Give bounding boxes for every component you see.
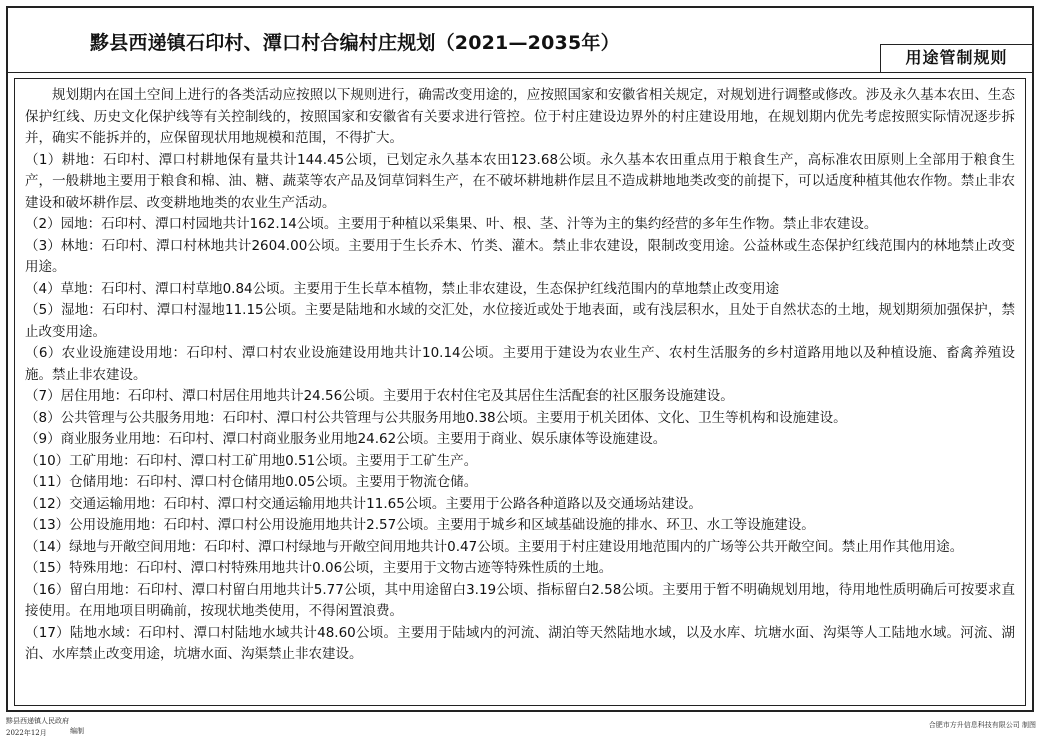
rule-item-5: （5）湿地：石印村、潭口村湿地11.15公顷。主要是陆地和水域的交汇处，水位接近或处于地表面，或有浅层积水，且处于自然状态的土地，规划期须加强保护，禁止改变用途。 <box>25 302 1015 340</box>
footer-company: 合肥市方升信息科技有限公司 制图 <box>928 721 1036 729</box>
footer <box>0 714 1044 739</box>
rule-item-16: （16）留白用地：石印村、潭口村留白用地共计5.77公顷，其中用途留白3.19公顷、指标留白2.58公顷。主要用于暂不明确规划用地，待用地性质明确后可按要求直接使用。在用地项目明确前，按现状地类使用，不得闲置浪费。 <box>25 581 1015 619</box>
footer-date: 2022年12月 <box>6 729 47 737</box>
intro-paragraph: 规划期内在国土空间上进行的各类活动应按照以下规则进行，确需改变用途的，应按照国家和安徽省相关规定，对规划进行调整或修改。涉及永久基本农田、生态保护红线、历史文化保护线等有关控制线的，按照国家和安徽省有关要求进行管控。位于村庄建设边界外的村庄建设用地，在规划期内优先考虑按照实际情况逐步拆并，确实不能拆并的，应保留现状用地规模和范围，不得扩大。 <box>25 87 1015 146</box>
rule-item-11: （11）仓储用地：石印村、潭口村仓储用地0.05公顷。主要用于物流仓储。 <box>25 474 478 490</box>
rule-item-17: （17）陆地水域：石印村、潭口村陆地水域共计48.60公顷。主要用于陆域内的河流、湖泊等天然陆地水域，以及水库、坑塘水面、沟渠等人工陆地水域。河流、湖泊、水库禁止改变用途，坑塘水面、沟渠禁止非农建设。 <box>25 624 1015 662</box>
rule-item-6: （6）农业设施建设用地：石印村、潭口村农业设施建设用地共计10.14公顷。主要用于建设为农业生产、农村生活服务的乡村道路用地以及种植设施、畜禽养殖设施。禁止非农建设。 <box>25 345 1015 383</box>
rule-item-7: （7）居住用地：石印村、潭口村居住用地共计24.56公顷。主要用于农村住宅及其居住生活配套的社区服务设施建设。 <box>25 388 734 404</box>
plan-frame <box>6 6 1034 712</box>
rule-item-1: （1）耕地：石印村、潭口村耕地保有量共计144.45公顷，已划定永久基本农田123.68公顷。永久基本农田重点用于粮食生产，高标准农田原则上全部用于粮食生产，一般耕地主要用于粮食和棉、油、糖、蔬菜等农产品及饲草饲料生产，在不破坏耕地耕作层且不造成耕地地类改变的前提下，可以适度种植其他农作物。禁止非农建设和破坏耕作层、改变耕地地类的农业生产活动。 <box>25 151 1015 211</box>
rule-item-15: （15）特殊用地：石印村、潭口村特殊用地共计0.06公顷，主要用于文物古迹等特殊性质的土地。 <box>25 560 613 576</box>
rule-item-10: （10）工矿用地：石印村、潭口村工矿用地0.51公顷。主要用于工矿生产。 <box>25 452 478 469</box>
rule-item-3: （3）林地：石印村、潭口村林地共计2604.00公顷。主要用于生长乔木、竹类、灌木。禁止非农建设，限制改变用途。公益林或生态保护红线范围内的林地禁止改变用途。 <box>25 237 1015 275</box>
header <box>8 8 1032 73</box>
page-title: 黟县西递镇石印村、潭口村合编村庄规划（2021—2035年） <box>90 32 620 54</box>
rule-item-13: （13）公用设施用地：石印村、潭口村公用设施用地共计2.57公顷。主要用于城乡和区域基础设施的排水、环卫、水工等设施建设。 <box>25 517 815 533</box>
rule-item-12: （12）交通运输用地：石印村、潭口村交通运输用地共计11.65公顷。主要用于公路各种道路以及交通场站建设。 <box>25 495 702 512</box>
rule-item-2: （2）园地：石印村、潭口村园地共计162.14公顷。主要用于种植以采集果、叶、根、茎、汁等为主的集约经营的多年生作物。禁止非农建设。 <box>25 216 878 232</box>
rules-content <box>14 78 1026 706</box>
rule-item-8: （8）公共管理与公共服务用地：石印村、潭口村公共管理与公共服务用地0.38公顷。主要用于机关团体、文化、卫生等机构和设施建设。 <box>25 409 847 426</box>
footer-org: 黟县西递镇人民政府 <box>6 717 69 725</box>
section-label: 用途管制规则 <box>880 44 1032 72</box>
rule-item-14: （14）绿地与开敞空间用地：石印村、潭口村绿地与开敞空间用地共计0.47公顷。主要用于村庄建设用地范围内的广场等公共开敞空间。禁止用作其他用途。 <box>25 538 964 555</box>
rule-item-4: （4）草地：石印村、潭口村草地0.84公顷。主要用于生长草本植物，禁止非农建设，生态保护红线范围内的草地禁止改变用途 <box>25 280 780 297</box>
rule-item-9: （9）商业服务业用地：石印村、潭口村商业服务业用地24.62公顷。主要用于商业、娱乐康体等设施建设。 <box>25 431 667 447</box>
footer-compiled: 编制 <box>70 727 84 735</box>
